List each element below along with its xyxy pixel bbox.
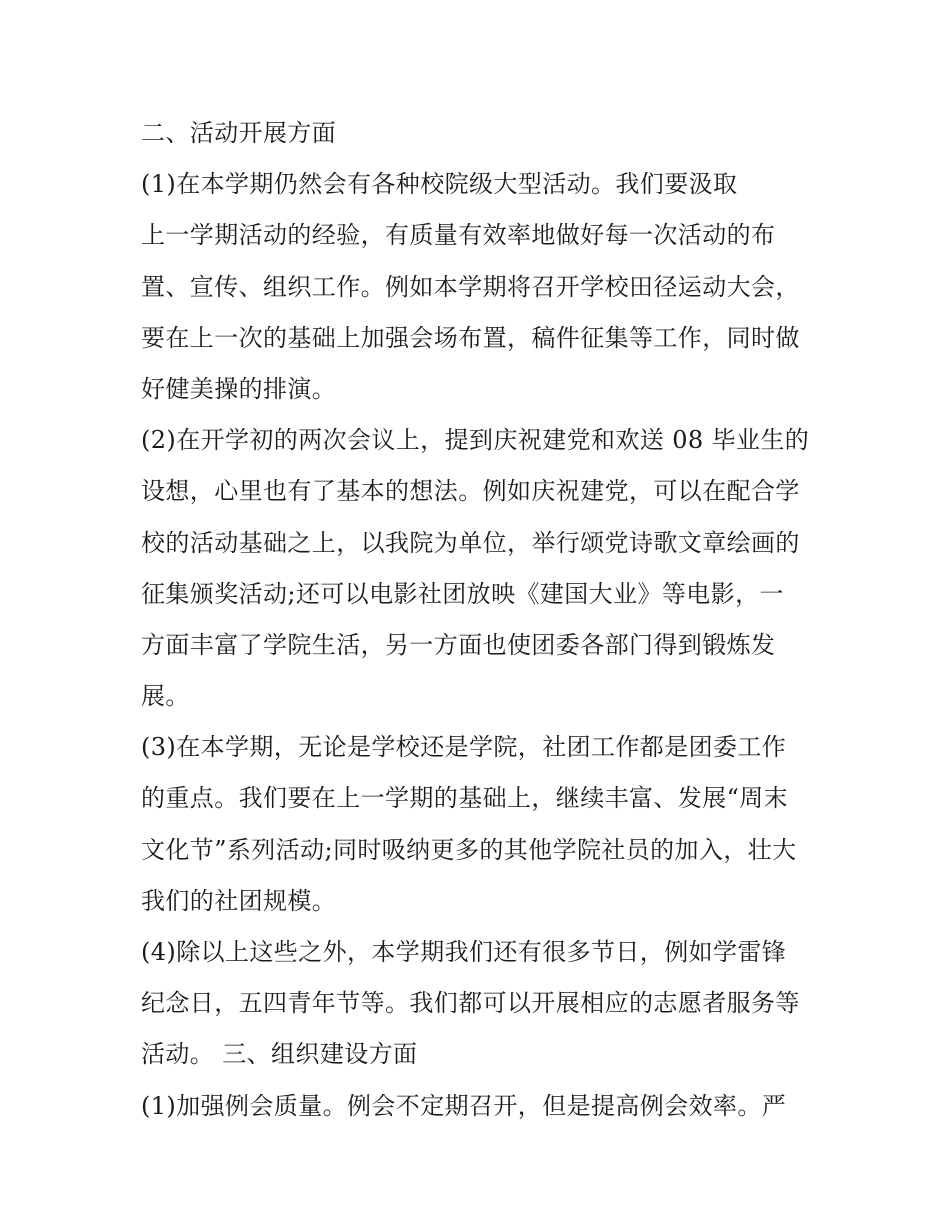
text-line: 置、宣传、组织工作。例如本学期将召开学校田径运动大会，: [141, 272, 800, 301]
text-line: 征集颁奖活动;还可以电影社团放映《建国大业》等电影，一: [141, 579, 784, 608]
text-line: (2)在开学初的两次会议上，提到庆祝建党和欢送 08 毕业生的: [141, 426, 810, 455]
text-line: (4)除以上这些之外，本学期我们还有很多节日，例如学雷锋: [141, 938, 787, 966]
text-line: 校的活动基础之上，以我院为单位，举行颂党诗歌文章绘画的: [141, 528, 800, 557]
text-line: 上一学期活动的经验，有质量有效率地做好每一次活动的布: [141, 221, 776, 250]
section-heading-activities: 二、活动开展方面: [141, 119, 337, 147]
text-line: 方面丰富了学院生活，另一方面也使团委各部门得到锻炼发: [141, 630, 776, 659]
text-line: (1)在本学期仍然会有各种校院级大型活动。我们要汲取: [141, 170, 738, 199]
text-line: (3)在本学期，无论是学校还是学院，社团工作都是团委工作: [141, 733, 787, 762]
text-line: 要在上一次的基础上加强会场布置，稿件征集等工作，同时做: [141, 323, 800, 352]
text-line: 纪念日，五四青年节等。我们都可以开展相应的志愿者服务等: [141, 989, 800, 1018]
text-line: 展。: [141, 682, 190, 711]
text-line: 活动。 三、组织建设方面: [141, 1040, 418, 1069]
text-line: 我们的社团规模。: [141, 886, 337, 915]
text-line: 好健美操的排演。: [141, 374, 337, 403]
document-body: [141, 108, 831, 1132]
text-line: 设想，心里也有了基本的想法。例如庆祝建党，可以在配合学: [141, 477, 800, 506]
text-line: (1)加强例会质量。例会不定期召开，但是提高例会效率。严: [141, 1091, 787, 1120]
text-line: 文化节”系列活动;同时吸纳更多的其他学院社员的加入，壮大: [141, 835, 797, 864]
text-line: 的重点。我们要在上一学期的基础上，继续丰富、发展“周末: [141, 784, 789, 813]
